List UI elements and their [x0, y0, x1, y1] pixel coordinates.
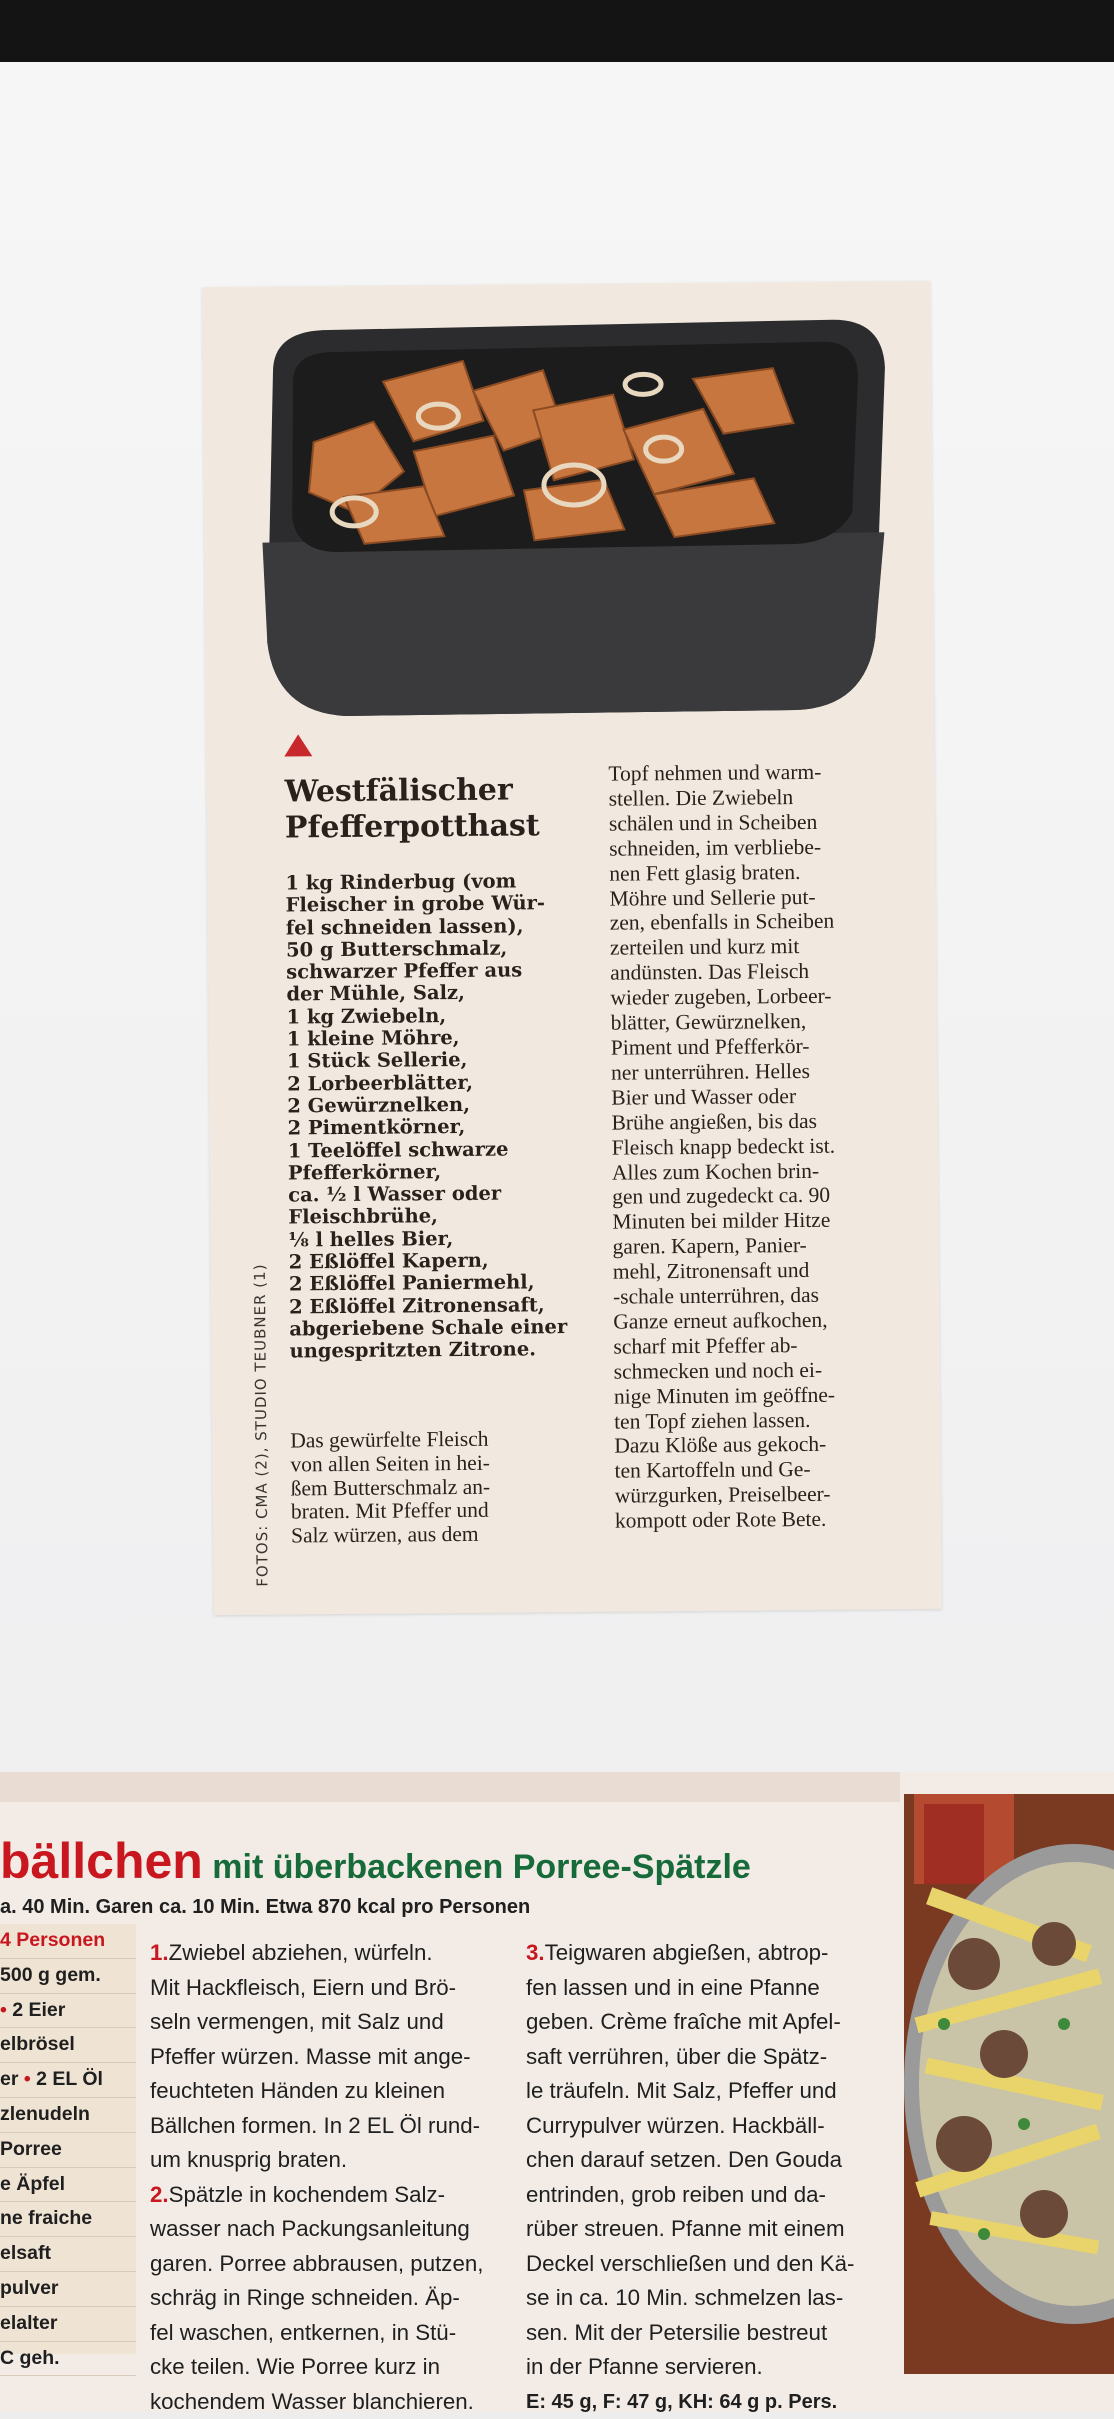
method-line: Das gewürfelte Fleisch [290, 1427, 610, 1454]
step-line: entrinden, grob reiben und da- [526, 2178, 906, 2213]
method-line: Fleisch knapp bedeckt ist. [612, 1132, 932, 1160]
method-line: zerteilen und kurz mit [610, 933, 930, 961]
step-number: 3. [526, 1940, 545, 1965]
ingredient-line: der Mühle, Salz, [286, 981, 636, 1006]
method-line: nen Fett glasig braten. [609, 859, 929, 887]
ingredient-row: elalter [0, 2307, 136, 2342]
ingredient-row: er • 2 EL Öl [0, 2063, 136, 2098]
steps-column-1 [150, 1936, 520, 2419]
food-photo-pot [232, 307, 904, 729]
step-line: rüber streuen. Pfanne mit einem [526, 2212, 906, 2247]
ingredient-line: 2 Pimentkörner, [287, 1115, 637, 1140]
ingredient-line: 1 Teelöffel schwarze [288, 1137, 638, 1162]
step-line: 1.Zwiebel abziehen, würfeln. [150, 1936, 520, 1971]
step-line: in der Pfanne servieren. [526, 2350, 906, 2385]
ingredient-list [285, 869, 639, 1363]
step-line: feuchteten Händen zu kleinen [150, 2074, 520, 2109]
ingredient-line: 1 kleine Möhre, [287, 1026, 637, 1051]
headline-red-part: bällchen [0, 1833, 203, 1889]
method-line: ten Kartoffeln und Ge- [614, 1456, 934, 1484]
method-line: gen und zugedeckt ca. 90 [612, 1182, 932, 1210]
ingredient-row: 4 Personen [0, 1924, 136, 1959]
method-line: Dazu Klöße aus gekoch- [614, 1431, 934, 1459]
photo-credit: FOTOS: CMA (2), STUDIO TEUBNER (1) [251, 1263, 272, 1586]
ingredient-line: fel schneiden lassen), [286, 914, 636, 939]
step-line: fen lassen und in eine Pfanne [526, 1971, 906, 2006]
ingredient-line: 1 Stück Sellerie, [287, 1048, 637, 1073]
step-1 [150, 1936, 520, 2178]
method-line: Alles zum Kochen brin- [612, 1157, 932, 1185]
method-line: stellen. Die Zwiebeln [609, 784, 929, 812]
nutrition-info: E: 45 g, F: 47 g, KH: 64 g p. Pers. [526, 2385, 906, 2419]
headline-green-part: mit überbackenen Porree-Spätzle [203, 1848, 751, 1886]
method-line: kompott oder Rote Bete. [615, 1506, 935, 1534]
ingredient-line: 50 g Butterschmalz, [286, 936, 636, 961]
step-line: chen darauf setzen. Den Gouda [526, 2143, 906, 2178]
step-number: 1. [150, 1940, 169, 1965]
step-line: seln vermengen, mit Salz und [150, 2005, 520, 2040]
ingredient-line: Pfefferkörner, [288, 1159, 638, 1184]
method-line: zen, ebenfalls in Scheiben [610, 908, 930, 936]
step-line: wasser nach Packungsanleitung [150, 2212, 520, 2247]
recipe-clipping-pfefferpotthast [202, 281, 942, 1615]
method-line: andünsten. Das Fleisch [610, 958, 930, 986]
ingredient-row: Porree [0, 2133, 136, 2168]
ingredient-row: 500 g gem. [0, 1959, 136, 1994]
steps-column-2 [526, 1936, 906, 2419]
method-line: ßem Butterschmalz an- [291, 1474, 611, 1501]
ingredient-row: elbrösel [0, 2028, 136, 2063]
step-line: Pfeffer würzen. Masse mit ange- [150, 2040, 520, 2075]
ingredient-line: ca. ½ l Wasser oder [288, 1182, 638, 1207]
recipe-meta-times: a. 40 Min. Garen ca. 10 Min. Etwa 870 kcal pro Personen [0, 1896, 530, 1919]
step-number: 2. [150, 2182, 169, 2207]
ingredient-row: • 2 Eier [0, 1994, 136, 2029]
ingredient-line: 2 Eßlöffel Kapern, [289, 1248, 639, 1273]
ingredient-line: schwarzer Pfeffer aus [286, 959, 636, 984]
step-line: garen. Porree abbrausen, putzen, [150, 2247, 520, 2282]
method-line: Bier und Wasser oder [611, 1083, 931, 1111]
method-line: Möhre und Sellerie put- [609, 883, 929, 911]
recipe-clipping-porree-spaetzle [0, 1772, 1114, 2412]
method-line: scharf mit Pfeffer ab- [613, 1332, 933, 1360]
method-line: Ganze erneut aufkochen, [613, 1307, 933, 1335]
ingredient-line: 2 Gewürznelken, [287, 1092, 637, 1117]
method-line: wieder zugeben, Lorbeer- [610, 983, 930, 1011]
method-text-col1 [290, 1427, 611, 1549]
step-line: Deckel verschließen und den Kä- [526, 2247, 906, 2282]
ingredient-line: 2 Lorbeerblätter, [287, 1070, 637, 1095]
method-line: braten. Mit Pfeffer und [291, 1498, 611, 1525]
white-paper-sheet [0, 62, 1114, 2412]
method-line: von allen Seiten in hei- [290, 1450, 610, 1477]
ingredient-line: 1 kg Zwiebeln, [286, 1003, 636, 1028]
method-line: -schale unterrühren, das [613, 1282, 933, 1310]
step-line: kochendem Wasser blanchieren. [150, 2385, 520, 2419]
bullet-icon: • [0, 1999, 12, 2021]
ingredient-row: elsaft [0, 2237, 136, 2272]
step-line: saft verrühren, über die Spätz- [526, 2040, 906, 2075]
clipping-top-band [0, 1772, 900, 1802]
step-2 [150, 2178, 520, 2419]
recipe-headline [0, 1832, 751, 1890]
step-line: Mit Hackfleisch, Eiern und Brö- [150, 1971, 520, 2006]
ingredient-row: C geh. [0, 2342, 136, 2377]
step-line: Bällchen formen. In 2 EL Öl rund- [150, 2109, 520, 2144]
method-line: blätter, Gewürznelken, [611, 1008, 931, 1036]
method-line: schälen und in Scheiben [609, 809, 929, 837]
method-line: Topf nehmen und warm- [608, 759, 928, 787]
method-line: Piment und Pfefferkör- [611, 1033, 931, 1061]
method-line: mehl, Zitronensaft und [613, 1257, 933, 1285]
step-line: geben. Crème fraîche mit Apfel- [526, 2005, 906, 2040]
dark-background-edge [0, 0, 1114, 68]
ingredient-line: 2 Eßlöffel Paniermehl, [289, 1271, 639, 1296]
ingredient-line: Fleischbrühe, [288, 1204, 638, 1229]
method-line: Minuten bei milder Hitze [612, 1207, 932, 1235]
method-line: schmecken und noch ei- [614, 1357, 934, 1385]
method-line: ten Topf ziehen lassen. [614, 1406, 934, 1434]
step-line: cke teilen. Wie Porree kurz in [150, 2350, 520, 2385]
ingredient-row: ne fraiche [0, 2202, 136, 2237]
ingredient-row: zlenudeln [0, 2098, 136, 2133]
method-line: nige Minuten im geöffne- [614, 1382, 934, 1410]
step-3 [526, 1936, 906, 2385]
method-line: Brühe angießen, bis das [611, 1108, 931, 1136]
method-line: ner unterrühren. Helles [611, 1058, 931, 1086]
step-line: 3.Teigwaren abgießen, abtrop- [526, 1936, 906, 1971]
ingredient-line: abgeriebene Schale einer [289, 1315, 639, 1340]
step-line: fel waschen, entkernen, in Stü- [150, 2316, 520, 2351]
step-line: 2.Spätzle in kochendem Salz- [150, 2178, 520, 2213]
ingredient-row: e Äpfel [0, 2168, 136, 2203]
step-line: um knusprig braten. [150, 2143, 520, 2178]
ingredient-line: ungespritzten Zitrone. [289, 1338, 639, 1363]
ingredient-line: Fleischer in grobe Wür- [286, 892, 636, 917]
step-line: Currypulver würzen. Hackbäll- [526, 2109, 906, 2144]
step-line: le träufeln. Mit Salz, Pfeffer und [526, 2074, 906, 2109]
bullet-icon: • [24, 2068, 36, 2090]
method-line: Salz würzen, aus dem [291, 1522, 611, 1549]
step-line: se in ca. 10 Min. schmelzen las- [526, 2281, 906, 2316]
red-triangle-marker [284, 734, 312, 756]
method-text-col2 [608, 759, 935, 1534]
step-line: schräg in Ringe schneiden. Äp- [150, 2281, 520, 2316]
ingredient-line: ⅛ l helles Bier, [288, 1226, 638, 1251]
ingredient-box [0, 1924, 136, 2354]
recipe-title: Westfälischer Pfefferpotthast [284, 772, 585, 847]
method-line: würzgurken, Preiselbeer- [615, 1481, 935, 1509]
method-line: garen. Kapern, Panier- [613, 1232, 933, 1260]
method-line: schneiden, im verbliebe- [609, 834, 929, 862]
ingredient-line: 1 kg Rinderbug (vom [285, 869, 635, 894]
ingredient-row: pulver [0, 2272, 136, 2307]
step-line: sen. Mit der Petersilie bestreut [526, 2316, 906, 2351]
food-photo-pan [904, 1794, 1114, 2374]
ingredient-line: 2 Eßlöffel Zitronensaft, [289, 1293, 639, 1318]
